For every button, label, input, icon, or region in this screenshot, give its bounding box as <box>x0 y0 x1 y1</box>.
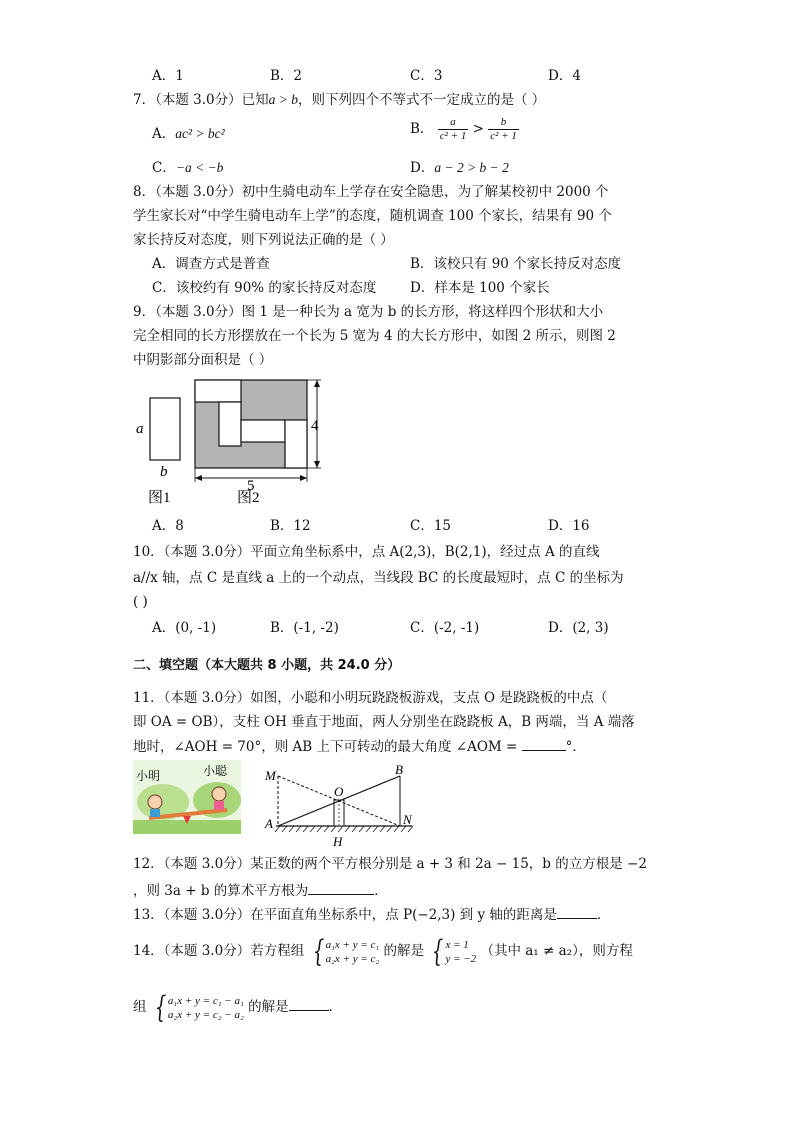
q14-system-2-brace: { <box>154 989 167 1025</box>
q10-line-2: a//x 轴，点 C 是直线 a 上的一个动点，当线段 BC 的长度最短时，点 C 的坐标为 <box>133 570 624 586</box>
q6-option-d: D．4 <box>548 68 581 84</box>
q7-condition: a > b <box>268 92 298 107</box>
q14-system-1-brace: { <box>312 933 324 969</box>
q14-system-2-row-1: a₁x + y = c₁ − a₁ <box>167 994 244 1007</box>
q8-line-3: 家长持反对态度，则下列说法正确的是（ ） <box>133 232 394 248</box>
label-b: B <box>395 764 403 777</box>
q14-line-1 <box>133 934 633 968</box>
q11-line-3-suffix: °． <box>565 739 586 755</box>
q7-b-den-right: c² + 1 <box>490 130 517 142</box>
photo-girl-head <box>212 787 226 801</box>
q11-line-1: 11．（本题 3.0分）如图，小聪和小明玩跷跷板游戏，支点 O 是跷跷板的中点（ <box>133 690 608 706</box>
q7-c-expr: −a < −b <box>175 160 224 175</box>
q14-line-2-suffix: 的解是 <box>248 999 289 1015</box>
q7-b-num-right: b <box>488 116 519 130</box>
dim-4-arrow-top <box>314 380 320 387</box>
q7-b-gt: > <box>472 121 484 137</box>
label-a: A <box>265 816 273 831</box>
q7-d-expr: a − 2 > b − 2 <box>434 160 509 175</box>
seesaw-diagram <box>262 764 422 848</box>
q14-answer-blank[interactable] <box>289 996 329 1011</box>
q11-line-3 <box>133 736 586 757</box>
q11-answer-blank[interactable] <box>522 736 566 751</box>
q7-b-fraction-right <box>488 116 519 143</box>
q8-option-b: B．该校只有 90 个家长持反对态度 <box>410 256 622 272</box>
fig2-label-5: 5 <box>247 478 255 494</box>
q12-line-2-prefix: ，则 3a + b 的算术平方根为 <box>133 883 309 899</box>
fig1-label-b: b <box>160 464 168 480</box>
q8-line-1: 8．（本题 3.0分）初中生骑电动车上学存在安全隐患，为了解某校初中 2000 个 <box>133 184 609 200</box>
q14-line-2 <box>133 990 342 1024</box>
q11-line-2: 即 OA = OB），支柱 OH 垂直于地面，两人分别坐在跷跷板 A，B 两端，当 A 端落 <box>133 714 635 730</box>
dim-5-arrow-left <box>195 475 202 481</box>
fig2-rect-middle <box>241 420 285 442</box>
section-title: 二、填空题（本大题共 8 小题，共 24.0 分） <box>133 658 401 673</box>
q7-stem-suffix: ，则下列四个不等式不一定成立的是（ ） <box>297 92 546 108</box>
fig2-rect-left <box>219 402 241 446</box>
q14-system-1-row-2: a₂x + y = c₂ <box>325 952 380 965</box>
q9-line-2: 完全相同的长方形摆放在一个长为 5 宽为 4 的大长方形中，如图 2 所示，则图 2 <box>133 328 616 344</box>
q14-end: ． <box>328 999 343 1015</box>
q6-option-c: C．3 <box>410 68 443 84</box>
q14-system-2-row-2: a₂x + y = c₂ − a₂ <box>167 1008 244 1021</box>
q14-prefix: 14．（本题 3.0分）若方程组 <box>133 943 305 959</box>
q10-option-a: A．(0, -1) <box>152 620 217 636</box>
q8-option-a: A．调查方式是普查 <box>152 256 270 272</box>
fig2-caption: 图2 <box>237 490 260 506</box>
q7-stem <box>133 90 545 110</box>
q14-suffix: （其中 a₁ ≠ a₂），则方程 <box>480 943 633 959</box>
q13-prefix: 13．（本题 3.0分）在平面直角坐标系中，点 P(−2,3) 到 y 轴的距离是 <box>133 907 557 923</box>
q12-line-2 <box>133 880 388 901</box>
q11-line-3-prefix: 地时，∠AOH = 70°，则 AB 上下可转动的最大角度 ∠AOM = <box>133 739 522 755</box>
q13-suffix: ． <box>596 907 611 923</box>
q13-answer-blank[interactable] <box>557 904 597 919</box>
ground-hatching <box>275 826 413 832</box>
photo-boy-head <box>148 795 162 809</box>
q7-c-label: C． <box>152 160 176 176</box>
label-m: M <box>265 768 276 783</box>
q10-line-3: ( ) <box>133 594 148 610</box>
dim-4-arrow-bottom <box>314 461 320 468</box>
q14-system-1 <box>309 933 380 969</box>
q7-d-label: D． <box>410 160 435 176</box>
label-h: H <box>333 834 343 848</box>
q10-option-b: B．(-1, -2) <box>270 620 339 636</box>
q14-mid: 的解是 <box>383 943 425 959</box>
q7-b-den-left: c² + 1 <box>439 130 467 142</box>
fig2-label-4: 4 <box>311 418 319 434</box>
q7-b-label: B． <box>410 121 434 137</box>
q8-option-c: C．该校约有 90% 的家长持反对态度 <box>152 280 377 296</box>
q9-option-c: C．15 <box>410 518 452 534</box>
q14-solution-row-2: y = −2 <box>445 952 477 965</box>
q9-figures <box>130 372 370 512</box>
q7-option-d <box>410 158 509 178</box>
q12-line-1: 12．（本题 3.0分）某正数的两个平方根分别是 a + 3 和 2a − 15，b 的立方根是 −2 <box>133 856 647 872</box>
q9-option-b: B．12 <box>270 518 311 534</box>
q7-option-c <box>152 158 223 178</box>
q7-option-b <box>410 116 519 143</box>
q7-b-num-left: a <box>438 116 469 130</box>
q14-system-2 <box>151 989 244 1025</box>
q13-line <box>133 904 610 925</box>
photo-girl-body <box>214 801 224 810</box>
q12-answer-blank[interactable] <box>308 880 374 895</box>
dim-5-arrow-right <box>300 475 307 481</box>
q9-line-1: 9．（本题 3.0分）图 1 是一种长为 a 宽为 b 的长方形，将这样四个形状和大小 <box>133 304 604 320</box>
q8-line-2: 学生家长对“中学生骑电动车上学”的态度，随机调查 100 个家长，结果有 90 个 <box>133 208 612 224</box>
q14-line-2-prefix: 组 <box>133 999 147 1015</box>
q7-option-a <box>152 124 225 144</box>
seesaw-photo <box>133 760 241 834</box>
q14-solution-row-1: x = 1 <box>445 938 469 951</box>
q10-option-c: C．(-2, -1) <box>410 620 480 636</box>
q7-stem-prefix: 7．（本题 3.0分）已知 <box>133 92 269 108</box>
photo-boy-body <box>150 809 160 817</box>
q7-a-expr: ac² > bc² <box>175 126 225 141</box>
fig1-label-a: a <box>136 421 144 437</box>
q10-option-d: D．(2, 3) <box>548 620 609 636</box>
q14-solution <box>428 933 477 969</box>
q14-system-1-row-1: a₁x + y = c₁ <box>325 938 380 951</box>
q14-solution-brace: { <box>432 933 444 969</box>
q8-option-d: D．样本是 100 个家长 <box>410 280 550 296</box>
q7-b-fraction-left <box>438 116 469 143</box>
q12-line-2-suffix: ． <box>374 883 388 899</box>
q6-option-b: B．2 <box>270 68 303 84</box>
fig1-rectangle <box>150 398 180 460</box>
fig2-rect-right <box>285 420 307 468</box>
fig1-caption: 图1 <box>148 490 171 506</box>
label-o: O <box>334 784 344 799</box>
label-n: N <box>403 812 412 827</box>
q9-line-3: 中阴影部分面积是（ ） <box>133 352 273 368</box>
q9-option-d: D．16 <box>548 518 590 534</box>
fig2-rect-top <box>195 380 241 402</box>
q10-line-1: 10．（本题 3.0分）平面立角坐标系中，点 A(2,3)，B(2,1)，经过点 A 的直线 <box>133 544 600 560</box>
q7-a-label: A． <box>152 126 176 142</box>
photo-label-xiaoming: 小明 <box>136 769 161 783</box>
q9-option-a: A．8 <box>152 518 184 534</box>
photo-label-xiaocong: 小聪 <box>203 764 228 778</box>
fig2-group <box>195 380 321 506</box>
q6-option-a: A．1 <box>152 68 184 84</box>
